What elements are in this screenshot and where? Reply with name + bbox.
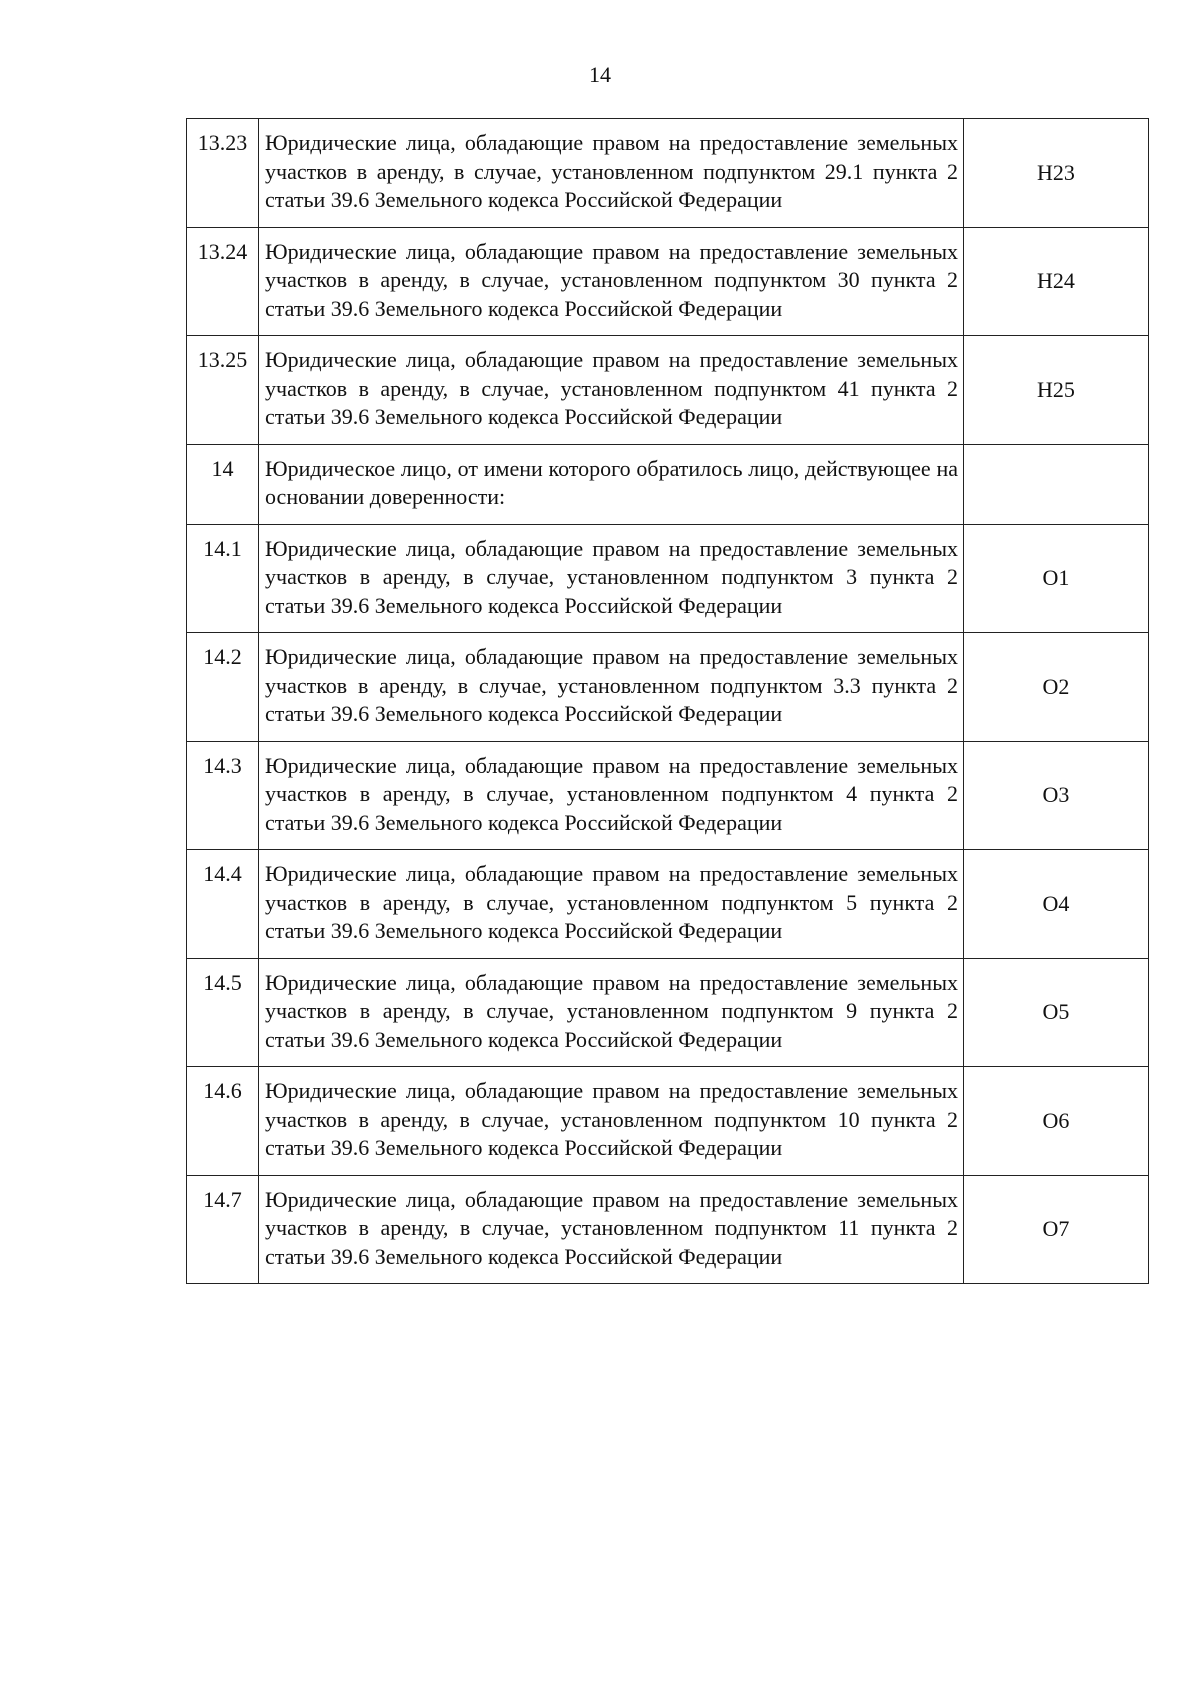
row-code: О5	[964, 958, 1149, 1067]
row-number: 14	[187, 444, 259, 524]
table-row	[187, 958, 1149, 1067]
row-description: Юридические лица, обладающие правом на предоставление земельных участков в аренду, в случае, установленном подпунктом 10 пункта 2 статьи 39.6 Земельного кодекса Российской Федерации	[259, 1067, 964, 1176]
row-number: 14.3	[187, 741, 259, 850]
table-row	[187, 850, 1149, 959]
row-number: 14.5	[187, 958, 259, 1067]
page-number: 14	[589, 62, 611, 87]
row-number: 14.2	[187, 633, 259, 742]
row-description: Юридические лица, обладающие правом на предоставление земельных участков в аренду, в случае, установленном подпунктом 30 пункта 2 статьи 39.6 Земельного кодекса Российской Федерации	[259, 227, 964, 336]
row-description: Юридическое лицо, от имени которого обратилось лицо, действующее на основании доверенности:	[259, 444, 964, 524]
row-description: Юридические лица, обладающие правом на предоставление земельных участков в аренду, в случае, установленном подпунктом 41 пункта 2 статьи 39.6 Земельного кодекса Российской Федерации	[259, 336, 964, 445]
row-code: О1	[964, 524, 1149, 633]
row-number: 14.7	[187, 1175, 259, 1284]
row-code: О2	[964, 633, 1149, 742]
row-code: О7	[964, 1175, 1149, 1284]
row-description: Юридические лица, обладающие правом на предоставление земельных участков в аренду, в случае, установленном подпунктом 3 пункта 2 статьи 39.6 Земельного кодекса Российской Федерации	[259, 524, 964, 633]
row-code: Н24	[964, 227, 1149, 336]
row-code: О4	[964, 850, 1149, 959]
table-row	[187, 1175, 1149, 1284]
row-number: 14.1	[187, 524, 259, 633]
document-table	[186, 118, 1149, 1284]
row-code: О6	[964, 1067, 1149, 1176]
row-number: 13.23	[187, 119, 259, 228]
row-description: Юридические лица, обладающие правом на предоставление земельных участков в аренду, в случае, установленном подпунктом 4 пункта 2 статьи 39.6 Земельного кодекса Российской Федерации	[259, 741, 964, 850]
row-description: Юридические лица, обладающие правом на предоставление земельных участков в аренду, в случае, установленном подпунктом 29.1 пункта 2 статьи 39.6 Земельного кодекса Российской Федерации	[259, 119, 964, 228]
table-row	[187, 444, 1149, 524]
table-row	[187, 119, 1149, 228]
row-number: 13.25	[187, 336, 259, 445]
table-row	[187, 633, 1149, 742]
row-code: Н23	[964, 119, 1149, 228]
row-code	[964, 444, 1149, 524]
row-description: Юридические лица, обладающие правом на предоставление земельных участков в аренду, в случае, установленном подпунктом 9 пункта 2 статьи 39.6 Земельного кодекса Российской Федерации	[259, 958, 964, 1067]
row-code: О3	[964, 741, 1149, 850]
row-code: Н25	[964, 336, 1149, 445]
table-row	[187, 1067, 1149, 1176]
row-number: 14.4	[187, 850, 259, 959]
row-description: Юридические лица, обладающие правом на предоставление земельных участков в аренду, в случае, установленном подпунктом 3.3 пункта 2 статьи 39.6 Земельного кодекса Российской Федерации	[259, 633, 964, 742]
table-row	[187, 227, 1149, 336]
row-description: Юридические лица, обладающие правом на предоставление земельных участков в аренду, в случае, установленном подпунктом 5 пункта 2 статьи 39.6 Земельного кодекса Российской Федерации	[259, 850, 964, 959]
row-number: 14.6	[187, 1067, 259, 1176]
row-description: Юридические лица, обладающие правом на предоставление земельных участков в аренду, в случае, установленном подпунктом 11 пункта 2 статьи 39.6 Земельного кодекса Российской Федерации	[259, 1175, 964, 1284]
table-row	[187, 336, 1149, 445]
table-row	[187, 524, 1149, 633]
row-number: 13.24	[187, 227, 259, 336]
table-row	[187, 741, 1149, 850]
